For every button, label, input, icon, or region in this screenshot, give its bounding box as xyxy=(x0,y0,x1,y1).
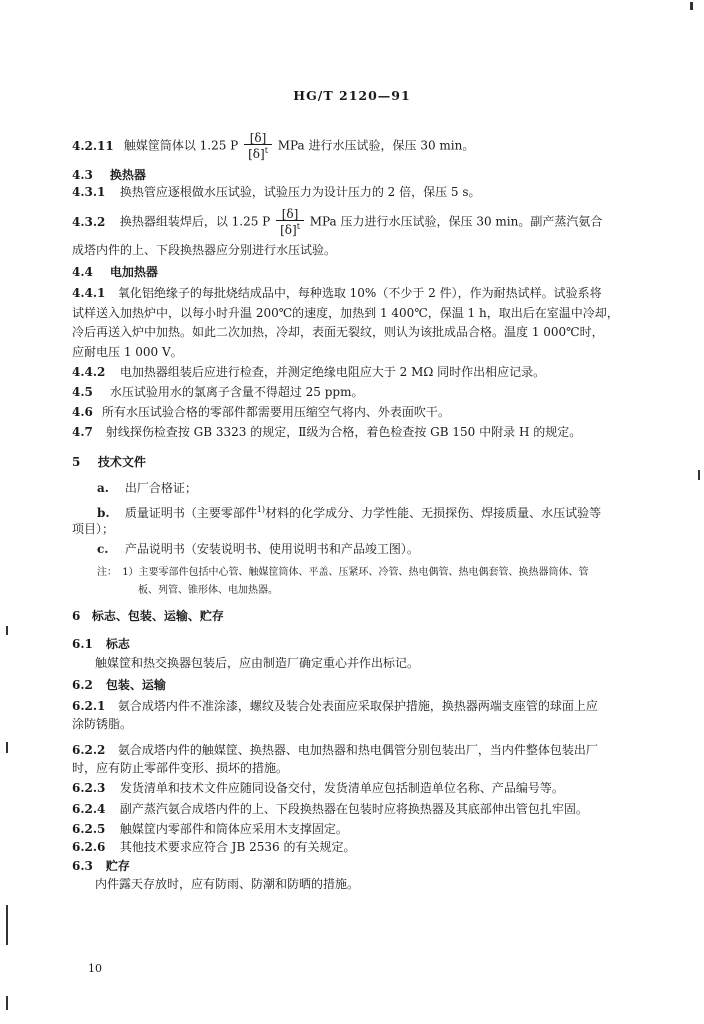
list-text: 出厂合格证； xyxy=(124,481,197,495)
clause-text: 其他技术要求应符合 JB 2536 的有关规定。 xyxy=(119,840,356,854)
list-item-a xyxy=(97,478,197,498)
clause-number: 6.2 xyxy=(72,678,93,692)
clause-number: 4.4.1 xyxy=(72,286,106,300)
clause-4-5 xyxy=(72,382,363,402)
footnote-continued: 板、列管、锥形体、电加热器。 xyxy=(138,585,278,596)
section-title: 技术文件 xyxy=(97,455,146,469)
scan-artifact-left-4 xyxy=(6,996,8,1010)
clause-4-4-2 xyxy=(72,362,545,382)
section-title: 标志、包装、运输、贮存 xyxy=(91,609,224,623)
section-6-heading xyxy=(72,606,224,626)
clause-text: 氨合成塔内件的触媒筐、换热器、电加热器和热电偶管分别包装出厂，当内件整体包装出厂 xyxy=(117,743,598,757)
clause-number: 4.7 xyxy=(72,425,93,439)
clause-6-1-heading xyxy=(72,634,130,654)
fraction-denominator: $[\delta]^t$ xyxy=(280,222,300,237)
clause-number: 4.3 xyxy=(72,168,93,182)
clause-number: 6.2.4 xyxy=(72,802,106,816)
list-item-c xyxy=(97,539,419,559)
list-label: b. xyxy=(97,506,110,520)
fraction-numerator: [δ] xyxy=(244,132,272,145)
clause-text: 换热器组装焊后，以 1.25 P xyxy=(119,214,271,229)
clause-number: 4.3.2 xyxy=(72,214,106,229)
clause-number: 6.1 xyxy=(72,637,93,651)
fraction xyxy=(276,208,304,236)
clause-6-3-text: 内件露天存放时，应有防雨、防潮和防晒的措施。 xyxy=(95,877,360,891)
clause-title: 换热器 xyxy=(109,168,146,182)
clause-4-6 xyxy=(72,402,450,422)
clause-number: 6.3 xyxy=(72,859,93,873)
clause-text-line: 氧化铝绝缘子的每批烧结成品中，每种选取 10%（不少于 2 件），作为耐热试样。试验系将 xyxy=(117,286,602,300)
clause-text: MPa 进行水压试验，保压 30 min。 xyxy=(277,138,475,153)
list-text: 材料的化学成分、力学性能、无损探伤、焊接质量、水压试验等 xyxy=(265,506,602,520)
clause-text: 触媒筐筒体以 1.25 P xyxy=(123,138,239,153)
clause-4-3-1 xyxy=(72,182,481,202)
clause-number: 4.3.1 xyxy=(72,185,106,199)
list-text: 质量证明书（主要零部件 xyxy=(124,506,257,520)
clause-text-line: 冷后再送入炉中加热。如此二次加热，冷却，表面无裂纹，则认为该批成品合格。温度 1 000℃时， xyxy=(72,325,604,339)
clause-6-2-1 xyxy=(72,696,598,716)
note-label: 注： xyxy=(97,567,117,578)
scan-artifact-left-2 xyxy=(6,742,8,753)
clause-4-2-11 xyxy=(72,132,474,160)
clause-number: 4.5 xyxy=(72,385,93,399)
clause-6-2-6 xyxy=(72,837,355,857)
clause-text-line: 应耐电压 1 000 V。 xyxy=(72,345,183,359)
clause-4-3-2-continued: 成塔内件的上、下段换热器应分别进行水压试验。 xyxy=(72,243,337,257)
clause-title: 电加热器 xyxy=(109,265,158,279)
clause-text-line: 试样送入加热炉中，以每小时升温 200℃的速度，加热到 1 400℃，保温 1 h，取出后在室温中冷却， xyxy=(72,306,619,320)
clause-text: 水压试验用水的氯离子含量不得超过 25 ppm。 xyxy=(109,385,364,399)
clause-6-3-heading xyxy=(72,856,130,876)
clause-4-4-1 xyxy=(72,283,602,303)
clause-text: MPa 压力进行水压试验，保压 30 min。副产蒸汽氨合 xyxy=(309,214,603,229)
footnote-marker: 1) xyxy=(256,505,266,514)
list-text: 产品说明书（安装说明书、使用说明书和产品竣工图）。 xyxy=(124,542,419,556)
clause-text: 触媒筐内零部件和筒体应采用木支撑固定。 xyxy=(119,822,348,836)
clause-6-2-5 xyxy=(72,819,348,839)
clause-6-2-4 xyxy=(72,799,588,819)
scan-artifact-left-1 xyxy=(6,626,8,635)
clause-4-7 xyxy=(72,422,581,442)
fraction xyxy=(244,132,272,160)
clause-4-3-2 xyxy=(72,208,602,236)
clause-title: 标志 xyxy=(105,637,130,651)
clause-number: 6.2.1 xyxy=(72,699,106,713)
clause-text: 换热管应逐根做水压试验，试验压力为设计压力的 2 倍，保压 5 s。 xyxy=(119,185,481,199)
list-item-b-continued: 项目）； xyxy=(72,522,115,536)
list-label: a. xyxy=(97,481,109,495)
clause-number: 6.2.3 xyxy=(72,781,106,795)
clause-number: 6.2.5 xyxy=(72,822,106,836)
footnote xyxy=(97,563,589,578)
clause-number: 4.2.11 xyxy=(72,138,114,153)
clause-text: 氨合成塔内件不准涂漆，螺纹及装合处表面应采取保护措施，换热器两端支座管的球面上应 xyxy=(117,699,598,713)
clause-number: 4.4 xyxy=(72,265,93,279)
page-number: 10 xyxy=(88,962,102,975)
list-item-b xyxy=(97,500,601,523)
page-header-standard-code: HG/T 2120—91 xyxy=(293,88,411,103)
clause-text: 射线探伤检查按 GB 3323 的规定，Ⅱ级为合格，着色检查按 GB 150 中附录 H 的规定。 xyxy=(105,425,582,439)
list-label: c. xyxy=(97,542,109,556)
clause-4-4-heading xyxy=(72,262,158,282)
scan-artifact-right xyxy=(698,470,700,480)
clause-number: 4.6 xyxy=(72,405,93,419)
clause-text: 发货清单和技术文件应随同设备交付，发货清单应包括制造单位名称、产品编号等。 xyxy=(119,781,564,795)
section-5-heading xyxy=(72,452,146,472)
clause-number: 4.4.2 xyxy=(72,365,106,379)
clause-title: 贮存 xyxy=(105,859,130,873)
scan-artifact-left-3 xyxy=(6,905,8,945)
clause-text: 所有水压试验合格的零部件都需要用压缩空气将内、外表面吹干。 xyxy=(101,405,450,419)
fraction-denominator: $[\delta]^t$ xyxy=(248,146,268,161)
fraction-numerator: [δ] xyxy=(276,208,304,221)
clause-text-line: 涂防锈脂。 xyxy=(72,717,133,731)
section-number: 5 xyxy=(72,455,81,469)
clause-text-line: 时，应有防止零部件变形、损坏的措施。 xyxy=(72,761,289,775)
clause-number: 6.2.6 xyxy=(72,840,106,854)
note-text: 1）主要零部件包括中心管、触媒筐筒体、平盖、压紧环、冷管、热电偶管、热电偶套管、换热器筒体、管 xyxy=(122,567,589,578)
clause-title: 包装、运输 xyxy=(105,678,166,692)
clause-text: 副产蒸汽氨合成塔内件的上、下段换热器在包装时应将换热器及其底部伸出管包扎牢固。 xyxy=(119,802,588,816)
clause-6-2-3 xyxy=(72,778,564,798)
clause-number: 6.2.2 xyxy=(72,743,106,757)
clause-6-2-2 xyxy=(72,740,598,760)
clause-6-2-heading xyxy=(72,675,166,695)
scan-artifact-top-right xyxy=(690,2,693,10)
clause-text: 电加热器组装后应进行检查，并测定绝缘电阻应大于 2 MΩ 同时作出相应记录。 xyxy=(119,365,546,379)
clause-6-1-text: 触媒筐和热交换器包装后，应由制造厂确定重心并作出标记。 xyxy=(95,656,420,670)
section-number: 6 xyxy=(72,609,81,623)
